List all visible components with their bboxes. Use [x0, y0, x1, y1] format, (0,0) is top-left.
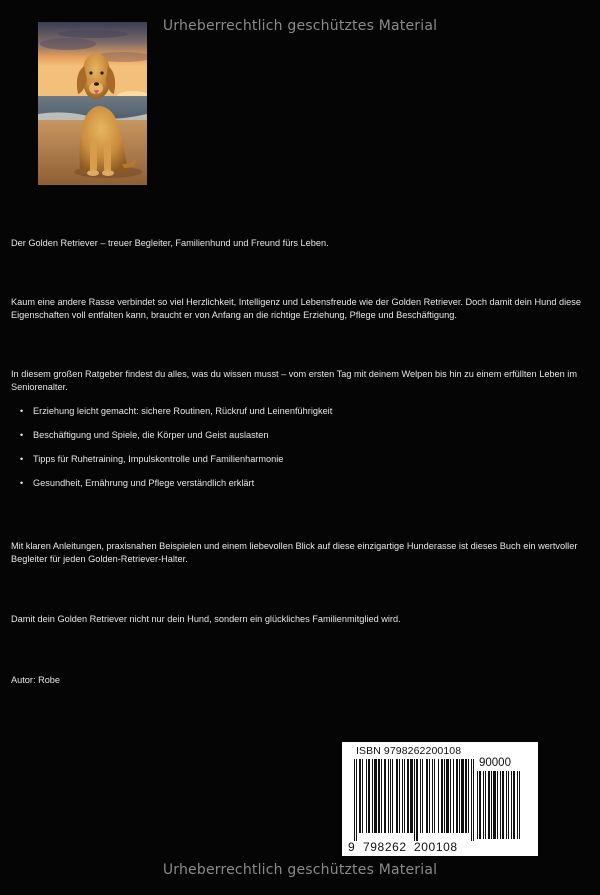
addon-barcode-bars: [477, 771, 527, 843]
list-item: [18, 477, 578, 501]
cover-photo-golden-retriever: [38, 22, 147, 185]
ean-barcode-bars: [354, 759, 474, 841]
price-code: 90000: [479, 757, 511, 769]
isbn-label: ISBN 9798262200108: [356, 745, 462, 757]
bullet-text: Tipps für Ruhetraining, Impulskontrolle und Familienharmonie: [33, 454, 284, 464]
blurb-promise: Damit dein Golden Retriever nicht nur dein Hund, sondern ein glückliches Familienmitglied wird.: [11, 614, 401, 624]
bullet-marker: •: [20, 478, 24, 488]
golden-retriever-beach-illustration: [38, 22, 147, 185]
list-item: [18, 405, 578, 429]
bullet-marker: •: [20, 454, 24, 464]
author-line: Autor: Robe: [11, 675, 61, 685]
isbn-barcode: [342, 742, 538, 856]
feature-bullet-list: [18, 405, 578, 501]
bullet-text: Gesundheit, Ernährung und Pflege verständlich erklärt: [33, 478, 255, 488]
bullet-marker: •: [20, 406, 24, 416]
blurb-closing-paragraph: Mit klaren Anleitungen, praxisnahen Beispielen und einem liebevollen Blick auf diese einzigartige Hunderasse ist dieses Buch ein wertvoller Begleiter für jeden Golden-Retriever-Halter.: [11, 541, 578, 564]
blurb-tagline: Der Golden Retriever – treuer Begleiter, Familienhund und Freund fürs Leben.: [11, 238, 329, 248]
copyright-watermark-bottom: Urheberrechtlich geschütztes Material: [162, 862, 438, 878]
bullet-marker: •: [20, 430, 24, 440]
list-item: [18, 453, 578, 477]
barcode-digit-first: 9: [348, 840, 356, 854]
blurb-guide-paragraph: In diesem großen Ratgeber findest du alles, was du wissen musst – vom ersten Tag mit deinem Welpen bis hin zu einem erfüllten Leben im Seniorenalter.: [11, 369, 577, 392]
bullet-text: Erziehung leicht gemacht: sichere Routinen, Rückruf und Leinenführigkeit: [33, 406, 333, 416]
copyright-watermark-top: Urheberrechtlich geschütztes Material: [162, 18, 438, 34]
barcode-digits-right: 200108: [414, 840, 458, 854]
barcode-digits-left: 798262: [363, 840, 407, 854]
blurb-intro-paragraph: Kaum eine andere Rasse verbindet so viel Herzlichkeit, Intelligenz und Lebensfreude wie der Golden Retriever. Doch damit dein Hund diese Eigenschaften voll entfalten kann, braucht er von Anfang an die richtige Erziehung, Pflege und Beschäftigung.: [11, 297, 581, 320]
bullet-text: Beschäftigung und Spiele, die Körper und Geist auslasten: [33, 430, 269, 440]
list-item: [18, 429, 578, 453]
